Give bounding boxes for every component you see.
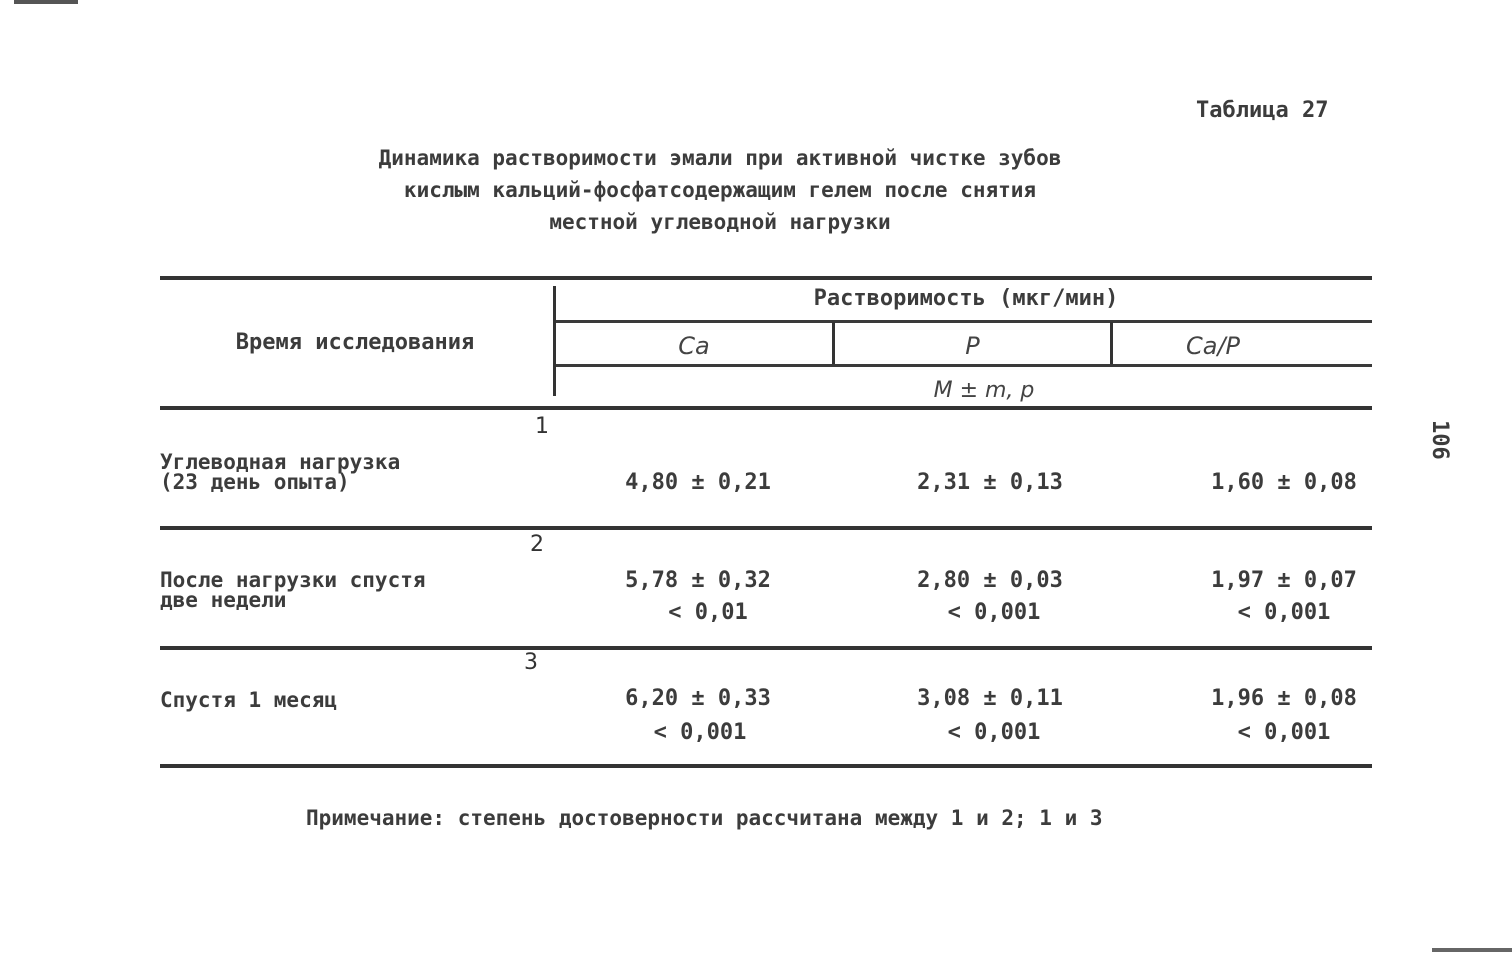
row-label [160, 452, 400, 492]
row-label-line: две недели [160, 588, 287, 612]
cell-cap-value: 1,97 ± 0,07 [1211, 568, 1357, 593]
cell-p-value: 3,08 ± 0,11 [917, 686, 1063, 711]
table-title [300, 142, 1140, 238]
row-label [160, 570, 426, 610]
header-stats: М ± m, р [933, 378, 1035, 403]
row-number: 2 [530, 532, 544, 557]
cell-p-pvalue: < 0,001 [947, 600, 1041, 625]
cell-ca-pvalue: < 0,001 [653, 720, 747, 745]
header-col-rule [556, 364, 1372, 367]
cell-cap-pvalue: < 0,001 [1237, 600, 1331, 625]
page-number-text: 106 [1427, 420, 1452, 460]
table-bottom-rule [160, 764, 1372, 768]
table-note: Примечание: степень достоверности рассчитана между 1 и 2; 1 и 3 [306, 806, 1103, 830]
header-group-rule [556, 320, 1372, 323]
header-col-p: P [965, 332, 980, 360]
row-rule [160, 646, 1372, 650]
cell-p-value: 2,80 ± 0,03 [917, 568, 1063, 593]
cell-ca-value: 6,20 ± 0,33 [625, 686, 771, 711]
row-label [160, 690, 337, 710]
header-time: Время исследования [235, 330, 475, 355]
table-top-rule [160, 276, 1372, 280]
row-label-line: После нагрузки спустя [160, 568, 426, 592]
title-line-3: местной углеводной нагрузки [549, 210, 891, 234]
row-number: 1 [535, 414, 549, 439]
header-solubility: Растворимость (мкг/мин) [813, 286, 1119, 311]
title-line-2: кислым кальций-фосфатсодержащим гелем после снятия [403, 178, 1037, 202]
scan-edge-mark-bottom [1432, 948, 1512, 952]
title-line-1: Динамика растворимости эмали при активной чистке зубов [378, 146, 1062, 170]
cell-cap-value: 1,96 ± 0,08 [1211, 686, 1357, 711]
header-bottom-rule [160, 406, 1372, 410]
cell-cap-value: 1,60 ± 0,08 [1211, 470, 1357, 495]
page-number [1427, 420, 1452, 480]
row-rule [160, 526, 1372, 530]
row-label-line: Углеводная нагрузка [160, 450, 401, 474]
cell-p-value: 2,31 ± 0,13 [917, 470, 1063, 495]
row-label-line: (23 день опыта) [160, 470, 350, 494]
cell-cap-pvalue: < 0,001 [1237, 720, 1331, 745]
header-col-ca-p: Ca/P [1185, 332, 1241, 360]
header-col-ca: Ca [678, 332, 710, 360]
row-number: 3 [524, 650, 538, 675]
cell-ca-value: 4,80 ± 0,21 [625, 470, 771, 495]
table-label: Таблица 27 [1196, 98, 1329, 123]
cell-p-pvalue: < 0,001 [947, 720, 1041, 745]
row-label-line: Спустя 1 месяц [160, 688, 338, 712]
scan-edge-mark [14, 0, 78, 4]
cell-ca-pvalue: < 0,01 [668, 600, 748, 625]
cell-ca-value: 5,78 ± 0,32 [625, 568, 771, 593]
